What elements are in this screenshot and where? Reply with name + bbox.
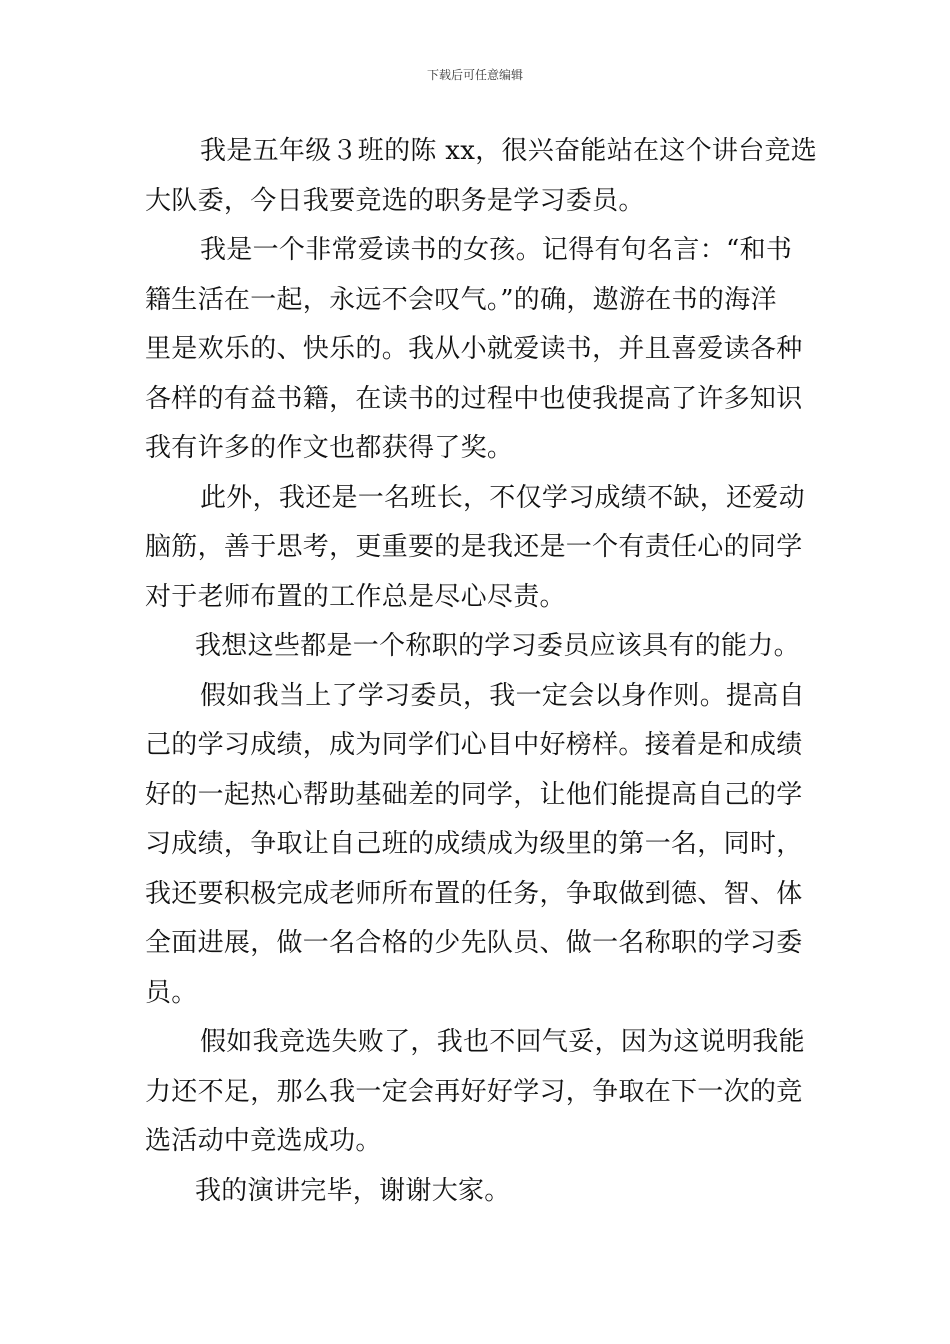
text-line: 大队委，今日我要竞选的职务是学习委员。 [145, 185, 645, 216]
text-line: 我还要积极完成老师所布置的任务，争取做到德、智、体 [145, 878, 803, 909]
text-line: 力还不足，那么我一定会再好好学习，争取在下一次的竞 [145, 1076, 803, 1107]
page-header: 下载后可任意编辑 [426, 68, 523, 82]
text-line: 我是一个非常爱读书的女孩。记得有句名言：“和书 [200, 235, 793, 265]
text-line: 假如我竞选失败了，我也不回气妥，因为这说明我能 [200, 1027, 805, 1057]
text-line: 脑筋，善于思考，更重要的是我还是一个有责任心的同学 [145, 532, 803, 562]
text-line: 我的演讲完毕，谢谢大家。 [195, 1175, 511, 1206]
text-line: 我是五年级３班的陈 xx，很兴奋能站在这个讲台竞选 [200, 136, 818, 166]
text-line: 我有许多的作文也都获得了奖。 [145, 433, 514, 463]
text-line: 里是欢乐的、快乐的。我从小就爱读书，并且喜爱读各种 [145, 334, 803, 364]
text-line: 我想这些都是一个称职的学习委员应该具有的能力。 [195, 631, 800, 661]
text-line: 选活动中竞选成功。 [145, 1126, 382, 1156]
text-line: 员。 [145, 977, 198, 1008]
document-body [145, 127, 818, 1216]
text-line: 籍生活在一起，永远不会叹气。”的确，遨游在书的海洋 [145, 284, 777, 315]
text-line: 习成绩，争取让自己班的成绩成为级里的第一名，同时， [145, 829, 803, 859]
text-line: 此外，我还是一名班长，不仅学习成绩不缺，还爱动 [200, 482, 805, 513]
text-line: 各样的有益书籍，在读书的过程中也使我提高了许多知识 [145, 383, 803, 414]
text-line: 对于老师布置的工作总是尽心尽责。 [145, 581, 566, 612]
text-line: 全面进展，做一名合格的少先队员、做一名称职的学习委 [145, 928, 803, 958]
text-line: 好的一起热心帮助基础差的同学，让他们能提高自己的学 [145, 779, 803, 810]
text-line: 假如我当上了学习委员，我一定会以身作则。提高自 [200, 680, 805, 711]
text-line: 己的学习成绩，成为同学们心目中好榜样。接着是和成绩 [145, 730, 803, 760]
